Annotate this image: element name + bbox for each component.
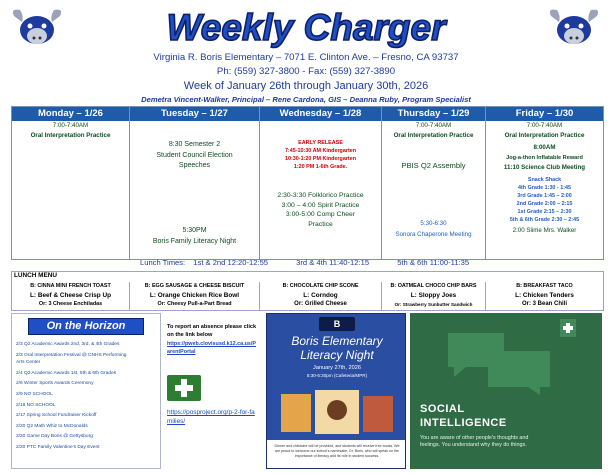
snack-slot: 3rd Grade 1:45 – 2:00: [517, 193, 572, 199]
menu-alt: Or: Cheesy Pull-a-Part Bread: [157, 301, 232, 307]
menu-alt: Or: 3 Bean Chili: [521, 301, 567, 307]
horizon-item: 2/20 PTC Family Valentine's Day Event: [16, 444, 100, 450]
menu-alt: Or: Grilled Cheese: [294, 301, 347, 307]
horizon-item: 2/3 Q2 Academic Awards 2nd, 3rd, & 4th Grades: [16, 342, 120, 347]
menu-lunch: L: Chicken Tenders: [515, 292, 574, 299]
event: PBIS Q2 Assembly: [401, 161, 466, 170]
event: Sonora Chaperone Meeting: [395, 231, 472, 238]
lunch-times: [140, 258, 469, 267]
day-friday: [486, 107, 603, 259]
flyer-title-a: Boris Elementary: [291, 334, 383, 348]
snack-slot: 5th & 6th Grade 2:30 – 2:45: [509, 217, 580, 223]
lunch-time-3: 5th & 6th 11:00-11:35: [397, 258, 470, 267]
horizon-panel: [11, 313, 161, 469]
flyer-date: January 27th, 2026: [313, 365, 361, 371]
menu-lunch: L: Orange Chicken Rice Bowl: [149, 292, 240, 299]
pos-project-link[interactable]: https://posproject.org/p-2-for-families/: [167, 409, 255, 425]
lunch-time-2: 3rd & 4th 11:40-12:15: [296, 258, 370, 267]
menu-day: [12, 282, 130, 310]
pos-badge-icon: [560, 319, 576, 337]
snack-slot: 4th Grade 1:30 - 1:45: [517, 185, 572, 191]
menu-alt: Or: 3 Cheese Enchiladas: [38, 301, 103, 307]
menu-day: [130, 282, 260, 310]
event-time: 5:30-6:30: [420, 220, 447, 227]
event: Boris Family Literacy Night: [152, 238, 237, 245]
snack-slot: 1st Grade 2:15 – 2:30: [517, 209, 572, 215]
lunch-menu-title: LUNCH MENU: [14, 272, 57, 279]
event: 3:00 – 4:00 Spirit Practice: [281, 201, 360, 209]
menu-breakfast: B: CHOCOLATE CHIP SCONE: [282, 283, 359, 289]
event: Student Council Election Speeches: [156, 152, 233, 169]
parent-portal-link[interactable]: https://pweb.clovisusd.k12.ca.us/ParentPortal: [167, 341, 256, 355]
day-header: Monday – 1/26: [12, 107, 129, 121]
early-release: EARLY RELEASE: [298, 140, 343, 146]
menu-day: [382, 282, 486, 310]
social-title-a: SOCIAL: [420, 403, 465, 415]
lunch-times-label: Lunch Times:: [140, 258, 186, 267]
menu-breakfast: B: OATMEAL CHOCO CHIP BARS: [390, 283, 477, 289]
snack-shack: Snack Shack: [527, 177, 562, 183]
day-header: Wednesday – 1/28: [260, 107, 381, 121]
event: 7:45-10:30 AM Kindergarten: [284, 148, 357, 154]
horizon-item: 2/6 Winter Sports Awards Ceremony: [16, 381, 94, 387]
event: 2:30-3:30 Folklorico Practice: [277, 192, 364, 199]
flyer-footer: Dinner and childcare will be provided, and students will receive free books. We are proud to welcome our school's namesake, Dr. Boris, who will speak on the importance of literacy and its role in student success.: [267, 440, 406, 469]
event-time: 7:00-7:40AM: [415, 122, 452, 129]
menu-lunch: L: Sloppy Joes: [410, 292, 457, 299]
day-tuesday: [130, 107, 260, 259]
event: 10:30-1:20 PM Kindergarten: [285, 156, 356, 162]
horizon-item: 2/20 Q2 Math Whiz to McDonalds: [16, 423, 88, 429]
lunch-menu: [11, 271, 604, 311]
social-body: You are aware of other people's thoughts and feelings. You understand why they do things.: [420, 435, 529, 449]
pos-logo-icon: [167, 375, 201, 401]
chat-bubble-icon: [444, 329, 554, 404]
menu-breakfast: B: EGG SAUSAGE & CHEESE BISCUIT: [144, 283, 245, 289]
menu-alt: Or: Strawberry Sunbutter Sandwich: [394, 302, 473, 307]
event: 3:00-5:00 Comp Cheer Practice: [285, 211, 356, 228]
absence-text: To report an absence please click on the link below: [167, 324, 257, 338]
event-time: 8:00AM: [533, 144, 556, 151]
horizon-item: 2/20 Game Day Boris @ Gettysburg: [16, 434, 93, 440]
week-calendar: [11, 106, 604, 260]
day-header: Friday – 1/30: [486, 107, 603, 121]
event: Oral Interpretation Practice: [30, 132, 111, 139]
event: Oral Interpretation Practice: [504, 132, 585, 139]
menu-day: [486, 282, 603, 310]
menu-lunch: L: Beef & Cheese Crisp Up: [30, 292, 111, 299]
horizon-item: 2/4 Q2 Academic Awards 1st, 5th & 6th Grades: [16, 370, 117, 376]
charger-mascot-left-icon: [8, 6, 66, 52]
social-intelligence-card: [410, 313, 602, 469]
horizon-title: On the Horizon: [28, 318, 144, 335]
snack-slot: 2nd Grade 2:00 – 2:15: [516, 201, 573, 207]
flyer-logo-icon: B: [319, 317, 355, 331]
horizon-item: 2/17 Spring School Fundraiser Kickoff: [16, 413, 97, 419]
week-heading: Week of January 26th through January 30th, 2026: [183, 80, 429, 92]
lunch-time-1: 1st & 2nd 12:20-12:55: [193, 258, 269, 267]
event: Oral Interpretation Practice: [393, 132, 474, 139]
absence-panel: [161, 313, 262, 469]
event-time: 7:00-7:40AM: [52, 122, 89, 129]
page-title: [152, 4, 460, 50]
social-title-b: INTELLIGENCE: [420, 417, 507, 429]
menu-day: [260, 282, 382, 310]
horizon-item: 2/16 NO SCHOOL: [16, 402, 56, 408]
day-wednesday: [260, 107, 382, 259]
event-time: 7:00-7:40AM: [526, 122, 563, 129]
svg-text:Weekly Charger: Weekly Charger: [166, 7, 446, 48]
staff-line: Demetra Vincent-Walker, Principal – Rene Cardona, GIS – Deanna Ruby, Program Specialist: [141, 95, 471, 104]
day-monday: [12, 107, 130, 259]
charger-mascot-right-icon: [545, 6, 603, 52]
horizon-item: 2/3 Oral Interpretation Festival @ CNHS Performing Arts Center: [16, 352, 127, 366]
event: 2:00 Slime Mrs. Walker: [512, 227, 577, 234]
event: 8:30 Semester 2: [168, 141, 221, 148]
day-header: Thursday – 1/29: [382, 107, 485, 121]
day-header: Tuesday – 1/27: [130, 107, 259, 121]
event: 11:10 Science Club Meeting: [503, 164, 586, 171]
flyer-time: 5:30-6:30pm (Cafeteria/MPR): [306, 373, 368, 378]
horizon-item: 2/9 NO SCHOOL: [16, 391, 53, 397]
event: Jog-a-thon Inflatable Reward: [506, 155, 583, 161]
menu-breakfast: B: BREAKFAST TACO: [516, 283, 573, 289]
menu-breakfast: B: CINNA MINI FRENCH TOAST: [30, 283, 111, 289]
flyer-title-b: Literacy Night: [300, 348, 374, 362]
literacy-night-flyer: [266, 313, 406, 469]
school-address: Virginia R. Boris Elementary – 7071 E. Clinton Ave. – Fresno, CA 93737: [153, 52, 459, 63]
event-time: 5:30PM: [182, 227, 207, 234]
menu-lunch: L: Corndog: [303, 292, 338, 299]
flyer-illustration: [277, 384, 397, 436]
day-thursday: [382, 107, 486, 259]
school-phone: Ph: (559) 327-3800 - Fax: (559) 327-3890: [216, 66, 396, 77]
event: 1:20 PM 1-6th Grade.: [293, 164, 348, 170]
